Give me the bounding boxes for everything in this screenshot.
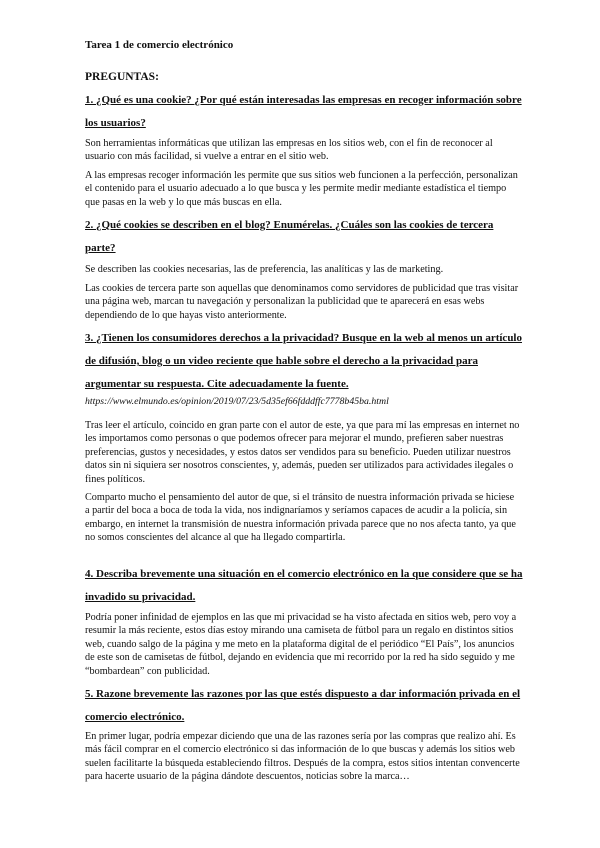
question-2-heading: 2. ¿Qué cookies se describen en el blog? Enumérelas. ¿Cuáles son las cookies de tercera parte? <box>85 219 494 254</box>
document-title: Tarea 1 de comercio electrónico <box>85 39 234 51</box>
answer-4-paragraph-1: Podría poner infinidad de ejemplos en las que mi privacidad se ha visto afectada en sitios web, pero voy a resumir la más reciente, estos días estoy mirando una camiseta de fútbol para un regalo en distintos sitios web, cuando salgo de la página y me meto en la plataforma digital de el periódico “El País”, los anuncios de este son de camisetas de fútbol, dejando en evidencia que mi recorrido por la red ha sido seguido y me “bombardean” con publicidad. <box>85 612 517 677</box>
answer-2-paragraph-2: Las cookies de tercera parte son aquellas que denominamos como servidores de publicidad que tras visitar una página web, marcan tu navegación y personalizan la publicidad que te aparecerá en esas webs dependiendo de lo que hayas visto anteriormente. <box>85 283 519 321</box>
question-5-heading: 5. Razone brevemente las razones por las que estés dispuesto a dar información privada en el comercio electrónico. <box>85 688 521 723</box>
answer-3-paragraph-1: Tras leer el artículo, coincido en gran parte con el autor de este, ya que para mí las empresas en internet no les importamos como personas o que podemos ofrecer para mejorar el mundo, prefieren saber nuestras preferencias, gustos y necesidades, y estos datos ser vendidos para su beneficio. Pueden utilizar nuestros datos sin ni siquiera ser nosotros conscientes, y, además, pueden ser utilizados para actividades ilegales o fines políticos. <box>85 420 520 485</box>
answer-3-paragraph-2: Comparto mucho el pensamiento del autor de que, si el tránsito de nuestra información privada se hiciese a partir del boca a boca de toda la vida, nos indignaríamos y seríamos capaces de acudir a la policía, sin embargo, en internet la transmisión de nuestra información privada parece que no nos afecta tanto, ya que no somos conscientes del alcance al que ha llegado compartirla. <box>85 492 516 544</box>
answer-2-paragraph-1: Se describen las cookies necesarias, las de preferencia, las analíticas y las de marketing. <box>85 264 444 275</box>
question-3-heading: 3. ¿Tienen los consumidores derechos a la privacidad? Busque en la web al menos un artículo de difusión, blog o un video reciente que hable sobre el derecho a la privacidad para argumentar su respuesta. Cite adecuadamente la fuente. <box>85 332 522 390</box>
preguntas-heading: PREGUNTAS: <box>85 71 159 83</box>
answer-1-paragraph-2: A las empresas recoger información les permite que sus sitios web funcionen a la perfección, personalizan el contenido para el usuario adecuado a lo que busca y les permite medir mediante estadística el tiempo que pasas en la web y lo que más buscas en ella. <box>85 170 518 208</box>
question-4-heading: 4. Describa brevemente una situación en el comercio electrónico en la que considere que se ha invadido su privacidad. <box>85 568 523 603</box>
answer-1-paragraph-1: Son herramientas informáticas que utilizan las empresas en los sitios web, con el fin de reconocer al usuario con más facilidad, si vuelve a entrar en el sitio web. <box>85 138 493 163</box>
question-1-heading: 1. ¿Qué es una cookie? ¿Por qué están interesadas las empresas en recoger información sobre los usuarios? <box>85 94 522 129</box>
source-url: https://www.elmundo.es/opinion/2019/07/23/5d35ef66fdddffc7778b45ba.html <box>85 396 389 407</box>
answer-5-paragraph-1: En primer lugar, podría empezar diciendo que una de las razones sería por las compras que realizo ahí. Es más fácil comprar en el comercio electrónico si das información de lo que buscas y además los sitios web suelen facilitarte la búsqueda estableciendo filtros. Después de la compra, estos sitios intentan convencerte para hacerte usuario de la página dándote descuentos, noticias sobre la marca… <box>85 731 520 783</box>
